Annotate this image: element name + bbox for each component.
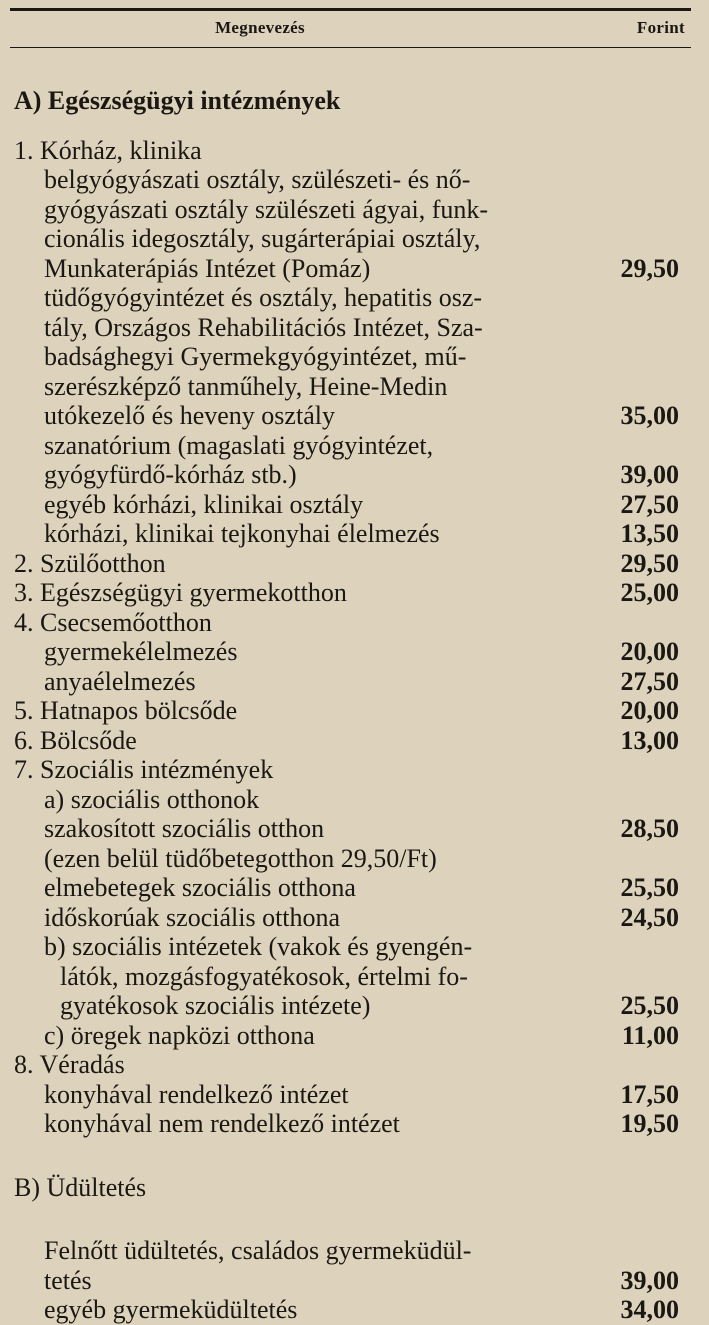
table-row: [14, 726, 679, 756]
row-label: 4. Csecsemőotthon: [14, 607, 212, 637]
row-price: 29,50: [620, 253, 679, 283]
row-label: tüdőgyógyintézet és osztály, hepatitis osz-: [44, 283, 483, 312]
table-row: [14, 136, 679, 166]
column-header-name: Megnevezés: [215, 18, 305, 37]
row-label: 6. Bölcsőde: [14, 725, 137, 755]
row-label: szerészképző tanműhely, Heine-Medin: [44, 371, 448, 401]
row-label: (ezen belül tüdőbetegotthon 29,50/Ft): [44, 843, 437, 873]
table-row: [14, 401, 679, 431]
row-label: 1. Kórház, klinika: [14, 135, 202, 165]
row-price: 34,00: [620, 1295, 679, 1324]
row-price: 27,50: [620, 489, 679, 519]
row-label: 5. Hatnapos bölcsőde: [14, 696, 238, 725]
row-label: elmebetegek szociális otthona: [44, 873, 356, 902]
table-row: [14, 578, 679, 608]
row-label: 7. Szociális intézmények: [14, 755, 274, 784]
row-label: utókezelő és heveny osztály: [44, 401, 335, 430]
table-row: [14, 224, 679, 254]
row-price: 20,00: [620, 637, 679, 666]
table-row: [14, 755, 679, 785]
row-label: c) öregek napközi otthona: [44, 1020, 315, 1050]
table-row: [14, 637, 679, 667]
section-a-title: A) Egészségügyi intézmények: [14, 86, 341, 115]
row-label: Felnőtt üdültetés, családos gyermeküdül-: [44, 1236, 472, 1265]
table-row: [14, 195, 679, 225]
table-row: [14, 667, 679, 697]
row-label: szakosított szociális otthon: [44, 814, 325, 843]
row-price: 39,00: [620, 460, 679, 489]
header-rule: [10, 47, 691, 48]
row-label: b) szociális intézetek (vakok és gyengén-: [44, 932, 473, 961]
column-header-unit: Forint: [636, 18, 685, 37]
table-row: [14, 460, 679, 490]
row-label: konyhával rendelkező intézet: [44, 1079, 349, 1109]
row-label: 2. Szülőotthon: [14, 548, 166, 578]
table-row: [14, 1021, 679, 1051]
table-row: [14, 342, 679, 372]
table-row: [14, 519, 679, 549]
table-row: [14, 490, 679, 520]
table-row: [14, 873, 679, 903]
row-price: 13,50: [620, 519, 679, 548]
row-label: gyógyfürdő-kórház stb.): [44, 460, 297, 489]
table-row: [14, 549, 679, 579]
price-table: [14, 86, 679, 1325]
row-price: 20,00: [620, 696, 679, 725]
row-price: 25,00: [620, 578, 679, 607]
row-label: látók, mozgásfogyatékosok, értelmi fo-: [60, 961, 468, 991]
row-price: 24,50: [620, 902, 679, 932]
table-row: [14, 372, 679, 402]
row-price: 28,50: [620, 814, 679, 843]
row-price: 35,00: [620, 401, 679, 430]
row-label: időskorúak szociális otthona: [44, 902, 341, 932]
table-row: [14, 165, 679, 195]
section-b-title: B) Üdültetés: [14, 1172, 147, 1202]
row-label: 3. Egészségügyi gyermekotthon: [14, 578, 347, 607]
table-row: [14, 313, 679, 343]
row-price: 11,00: [621, 1020, 679, 1050]
row-label: tetés: [44, 1265, 92, 1295]
row-price: 39,00: [620, 1265, 679, 1295]
row-label: gyatékosok szociális intézete): [60, 991, 371, 1020]
row-label: kórházi, klinikai tejkonyhai élelmezés: [44, 519, 440, 548]
row-label: a) szociális otthonok: [44, 784, 260, 814]
row-price: 27,50: [620, 666, 679, 696]
row-label: egyéb gyermeküdültetés: [44, 1295, 298, 1324]
row-price: 13,00: [620, 725, 679, 755]
table-row: [14, 962, 679, 992]
row-label: szanatórium (magaslati gyógyintézet,: [44, 430, 434, 460]
table-row: [14, 696, 679, 726]
table-row: [14, 785, 679, 815]
table-row: [14, 991, 679, 1021]
row-price: 17,50: [620, 1079, 679, 1109]
table-row: [14, 1266, 679, 1296]
section-a-rows: [14, 136, 679, 1139]
row-price: 19,50: [620, 1109, 679, 1138]
table-row: [14, 932, 679, 962]
row-label: egyéb kórházi, klinikai osztály: [44, 489, 364, 519]
row-price: 29,50: [620, 548, 679, 578]
row-price: 25,50: [620, 873, 679, 902]
table-row: [14, 1050, 679, 1080]
row-label: cionális idegosztály, sugárterápiai osztály,: [44, 224, 481, 253]
table-row: [14, 283, 679, 313]
row-label: badsághegyi Gyermekgyógyintézet, mű-: [44, 342, 467, 371]
table-row: [14, 431, 679, 461]
row-label: belgyógyászati osztály, szülészeti- és nő-: [44, 165, 471, 194]
row-label: gyógyászati osztály szülészeti ágyai, funk-: [44, 194, 489, 224]
table-row: [14, 903, 679, 933]
section-b-rows: [14, 1236, 679, 1325]
table-row: [14, 1236, 679, 1266]
top-rule: [10, 8, 691, 11]
table-row: [14, 254, 679, 284]
table-row: [14, 1295, 679, 1325]
table-row: [14, 608, 679, 638]
row-label: konyhával nem rendelkező intézet: [44, 1109, 400, 1138]
table-row: [14, 814, 679, 844]
row-label: gyermekélelmezés: [44, 637, 238, 666]
row-label: anyaélelmezés: [44, 666, 196, 696]
table-row: [14, 844, 679, 874]
row-price: 25,50: [620, 991, 679, 1020]
row-label: 8. Véradás: [14, 1050, 125, 1079]
table-row: [14, 1109, 679, 1139]
row-label: Munkaterápiás Intézet (Pomáz): [44, 253, 371, 283]
table-row: [14, 1080, 679, 1110]
row-label: tály, Országos Rehabilitációs Intézet, Sza-: [44, 312, 483, 342]
